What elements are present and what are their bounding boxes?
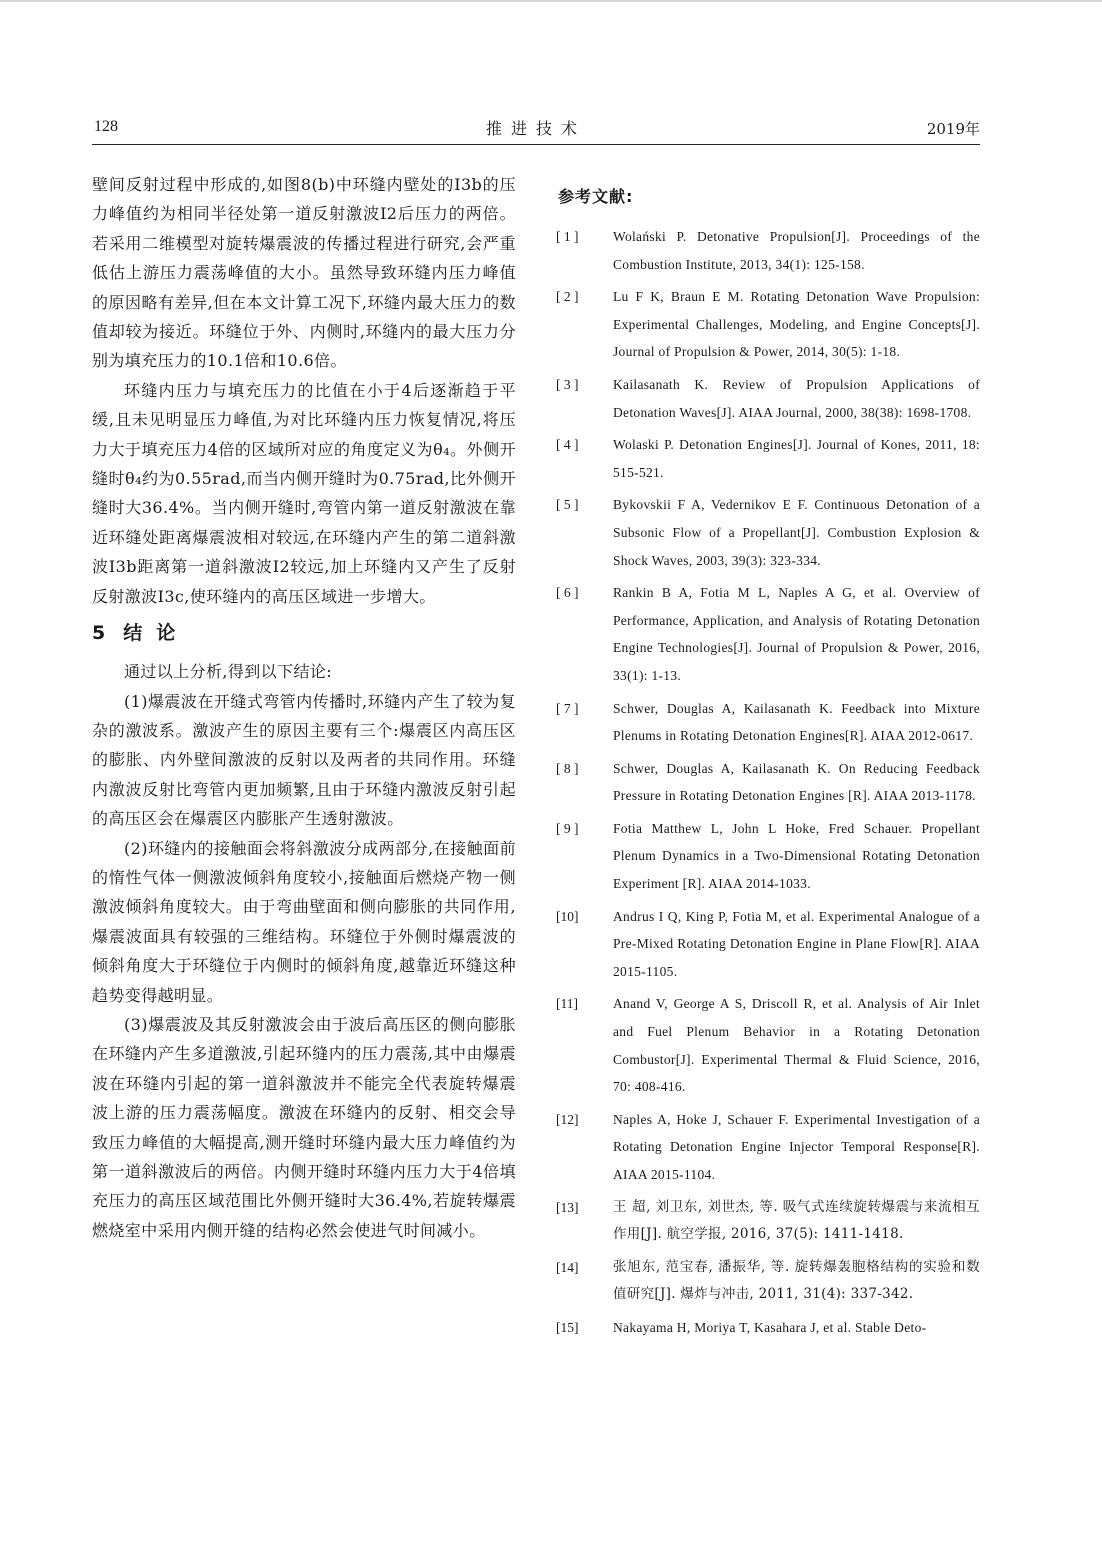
reference-number: [ 6 ]	[556, 585, 579, 601]
reference-number: [14]	[556, 1259, 579, 1275]
section-number: 5	[92, 622, 106, 645]
reference-text: Rankin B A, Fotia M L, Naples A G, et al. Overview of Performance, Application, and Analysis of Rotating Detonation Engine Technologies[J]. Journal of Propulsion & Power, 2016, 33(1): 1-13.	[613, 585, 980, 683]
reference-item	[556, 283, 980, 366]
reference-number: [ 7 ]	[556, 700, 579, 716]
conclusion-item: (1)爆震波在开缝式弯管内传播时,环缝内产生了较为复杂的激波系。激波产生的原因主要有三个:爆震区内高压区的膨胀、内外壁间激波的反射以及两者的共同作用。环缝内激波反射比弯管内更加频繁,且由于环缝内激波反射引起的高压区会在爆震区内膨胀产生透射激波。	[92, 691, 516, 829]
reference-number: [ 3 ]	[556, 376, 579, 392]
page-top-edge	[0, 0, 1102, 2]
reference-number: [12]	[556, 1111, 579, 1127]
issue-year: 2019年	[926, 120, 980, 138]
reference-number: [15]	[556, 1319, 579, 1335]
reference-text: Nakayama H, Moriya T, Kasahara J, et al. Stable Deto-	[613, 1319, 927, 1335]
reference-item	[556, 431, 980, 486]
reference-number: [ 1 ]	[556, 229, 579, 244]
journal-name: 推进技术	[485, 119, 586, 138]
conclusion-item: (3)爆震波及其反射激波会由于波后高压区的侧向膨胀在环缝内产生多道激波,引起环缝内的压力震荡,其中由爆震波在环缝内引起的第一道斜激波并不能完全代表旋转爆震波上游的压力震荡幅度。激波在环缝内的反射、相交会导致压力峰值的大幅提高,测开缝时环缝内最大压力峰值约为第一道斜激波后的两倍。内侧开缝时环缝内压力大于4倍填充压力的高压区域范围比外侧开缝时大36.4%,若旋转爆震燃烧室中采用内侧开缝的结构必然会使进气时间减小。	[92, 1014, 516, 1240]
reference-text: 张旭东, 范宝春, 潘振华, 等. 旋转爆轰胞格结构的实验和数值研究[J]. 爆炸与冲击, 2011, 31(4): 337-342.	[613, 1258, 980, 1303]
body-paragraph: 壁间反射过程中形成的,如图8(b)中环缝内壁处的I3b的压力峰值约为相同半径处第一道反射激波I2后压力的两倍。若采用二维模型对旋转爆震波的传播过程进行研究,会严重低估上游压力震荡峰值的大小。虽然导致环缝内压力峰值的原因略有差异,但在本文计算工况下,环缝内最大压力的数值却较为接近。环缝位于外、内侧时,环缝内的最大压力分别为填充压力的10.1倍和10.6倍。	[92, 175, 516, 371]
reference-number: [ 5 ]	[556, 497, 579, 513]
section-title: 结论	[123, 622, 190, 645]
reference-item	[556, 1194, 980, 1249]
left-column	[92, 170, 516, 1245]
reference-item	[556, 1106, 980, 1189]
reference-text: Lu F K, Braun E M. Rotating Detonation Wave Propulsion: Experimental Challenges, Modeling, and Engine Concepts[J]. Journal of Propulsion & Power, 2014, 30(5): 1-18.	[613, 289, 980, 360]
reference-item	[556, 755, 980, 810]
right-column	[556, 184, 980, 1347]
reference-number: [ 9 ]	[556, 820, 579, 836]
reference-item	[556, 1254, 980, 1309]
reference-item	[556, 815, 980, 898]
reference-number: [ 8 ]	[556, 760, 579, 776]
reference-text: Schwer, Douglas A, Kailasanath K. On Reducing Feedback Pressure in Rotating Detonation Engines [R]. AIAA 2013-1178.	[613, 760, 980, 804]
section-heading	[92, 619, 516, 647]
references-title: 参考文献:	[558, 187, 634, 206]
reference-number: [ 4 ]	[556, 437, 579, 453]
reference-item	[556, 491, 980, 574]
reference-number: [11]	[556, 996, 578, 1012]
reference-text: Fotia Matthew L, John L Hoke, Fred Schauer. Propellant Plenum Dynamics in a Two-Dimensional Rotating Detonation Experiment [R]. AIAA 2014-1033.	[613, 820, 980, 892]
reference-text: Schwer, Douglas A, Kailasanath K. Feedback into Mixture Plenums in Rotating Detonation Engines[R]. AIAA 2012-0617.	[613, 700, 980, 744]
reference-item	[556, 903, 980, 986]
reference-text: Wolaski P. Detonation Engines[J]. Journal of Kones, 2011, 18: 515-521.	[613, 437, 980, 480]
reference-item	[556, 579, 980, 689]
reference-item	[556, 990, 980, 1100]
reference-item	[556, 223, 980, 278]
reference-text: Andrus I Q, King P, Fotia M, et al. Experimental Analogue of a Pre-Mixed Rotating Detonation Engine in Plane Flow[R]. AIAA 2015-1105.	[613, 908, 980, 979]
reference-text: Anand V, George A S, Driscoll R, et al. Analysis of Air Inlet and Fuel Plenum Behavior in a Rotating Detonation Combustor[J]. Experimental Thermal & Fluid Science, 2016, 70: 408-416.	[613, 996, 980, 1095]
reference-text: Kailasanath K. Review of Propulsion Applications of Detonation Waves[J]. AIAA Journal, 2000, 38(38): 1698-1708.	[613, 376, 980, 420]
reference-item	[556, 371, 980, 426]
reference-text: Naples A, Hoke J, Schauer F. Experimental Investigation of a Rotating Detonation Engine Injector Temporal Response[R]. AIAA 2015-1104.	[613, 1111, 980, 1182]
page-number: 128	[94, 118, 118, 135]
reference-text: Bykovskii F A, Vedernikov E F. Continuous Detonation of a Subsonic Flow of a Propellant[J]. Combustion Explosion & Shock Waves, 2003, 39(3): 323-334.	[613, 497, 980, 568]
running-header	[92, 114, 980, 145]
reference-number: [13]	[556, 1199, 579, 1215]
reference-list	[556, 223, 980, 1342]
reference-number: [10]	[556, 908, 579, 924]
reference-number: [ 2 ]	[556, 289, 579, 305]
reference-item	[556, 1314, 980, 1342]
reference-text: Wolański P. Detonative Propulsion[J]. Proceedings of the Combustion Institute, 2013, 34(1): 125-158.	[613, 229, 980, 272]
body-paragraph: 环缝内压力与填充压力的比值在小于4后逐渐趋于平缓,且未见明显压力峰值,为对比环缝内压力恢复情况,将压力大于填充压力4倍的区域所对应的角度定义为θ₄。外侧开缝时θ₄约为0.55rad,而当内侧开缝时为0.75rad,比外侧开缝时大36.4%。当内侧开缝时,弯管内第一道反射激波在靠近环缝处距离爆震波相对较远,在环缝内产生的第二道斜激波I3b距离第一道斜激波I2较远,加上环缝内又产生了反射反射激波I3c,使环缝内的高压区域进一步增大。	[92, 380, 516, 606]
body-paragraph: 通过以上分析,得到以下结论:	[124, 662, 333, 682]
reference-item	[556, 695, 980, 750]
conclusion-item: (2)环缝内的接触面会将斜激波分成两部分,在接触面前的惰性气体一侧激波倾斜角度较小,接触面后燃烧产物一侧激波倾斜角度较大。由于弯曲壁面和侧向膨胀的共同作用,爆震波面具有较强的三维结构。环缝位于外侧时爆震波的倾斜角度大于环缝位于内侧时的倾斜角度,越靠近环缝这种趋势变得越明显。	[92, 838, 516, 1005]
reference-text: 王 超, 刘卫东, 刘世杰, 等. 吸气式连续旋转爆震与来流相互作用[J]. 航空学报, 2016, 37(5): 1411-1418.	[613, 1198, 980, 1243]
